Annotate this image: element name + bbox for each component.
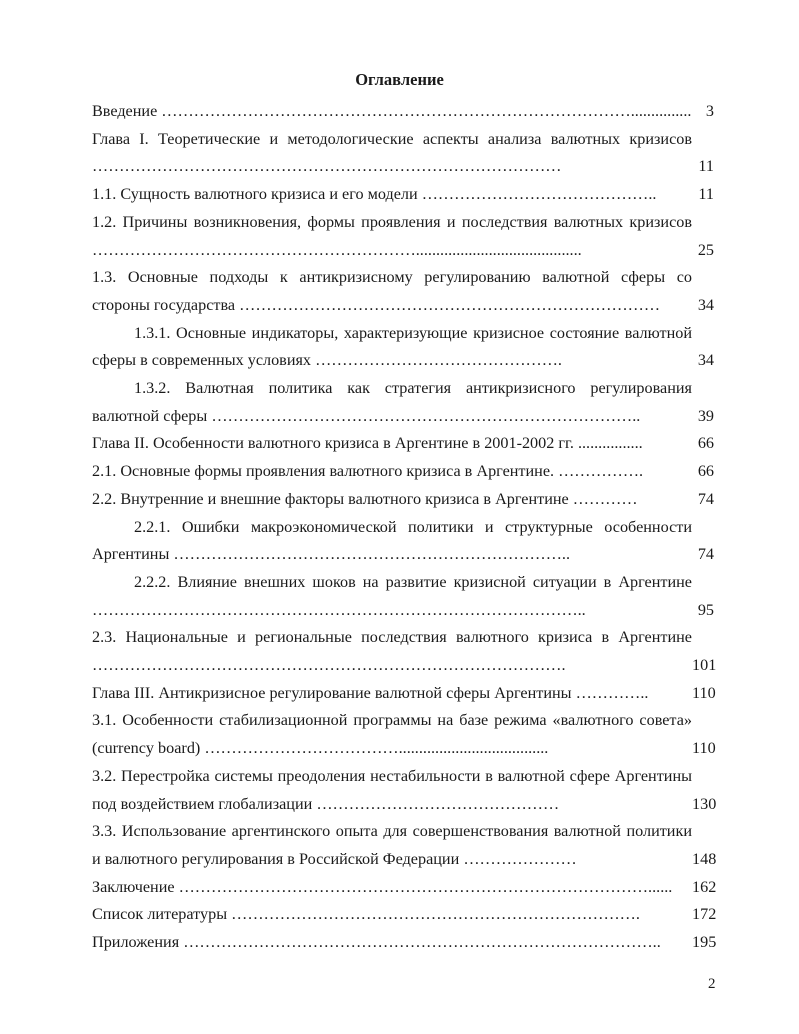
toc-leader-dots: ……………………………………………………………………………. [92,656,566,675]
toc-entry-title: Глава I. Теоретические и методологические аспекты анализа валютных кризисов [92,129,692,148]
toc-entry-page: 34 [697,351,714,370]
toc-entry-page: 11 [698,185,714,204]
toc-entry-page: 66 [697,462,714,481]
toc-entry-body [92,818,692,873]
toc-entry-page: 74 [697,489,714,508]
toc-entry-title: 2.1. Основные формы проявления валютного кризиса в Аргентине. [92,462,555,481]
toc-entry-title: 1.3.1. Основные индикаторы, характеризующие кризисное состояние валютной сферы в современных условиях [92,323,692,370]
toc-entry-body [92,430,692,458]
toc-leader-dots: ……………………………………………………......................................... [92,240,582,259]
toc-entry[interactable] [92,624,717,679]
toc-entry-title: Заключение [92,877,175,896]
toc-entry[interactable] [92,929,717,957]
toc-entry-body [92,763,692,818]
toc-entry[interactable] [92,569,714,624]
toc-entry-page: 172 [692,905,717,924]
toc-leader-dots: …………………………………………………………………… [239,295,660,314]
toc-entry-body [92,209,692,264]
toc-entry[interactable] [92,874,717,902]
toc-entry-body [92,375,692,430]
toc-entry-page: 130 [692,794,717,813]
toc-entry[interactable] [92,763,717,818]
toc-entry-body [92,126,692,181]
toc-leader-dots: …………………………………………………………………. [231,905,640,924]
toc-entry[interactable] [92,264,714,319]
toc-entry-title: 3.1. Особенности стабилизационной программы на базе режима «валютного совета» (currency board) [92,711,692,758]
toc-entry-page: 34 [697,295,714,314]
toc-entry-title: 1.3.2. Валютная политика как стратегия антикризисного регулирования валютной сферы [92,379,692,425]
toc-entry[interactable] [92,818,717,873]
toc-entry-title: 2.2.2. Влияние внешних шоков на развитие кризисной ситуации в Аргентине [134,572,692,591]
toc-entry-page: 195 [692,933,717,952]
toc-leader-dots: ……………………………………………………………….. [173,545,570,564]
toc-leader-dots: ………………… [463,849,577,868]
toc-entry-body [92,901,692,929]
toc-entry-title: Глава III. Антикризисное регулирование валютной сферы Аргентины [92,683,572,702]
toc-leader-dots: ………….. [575,683,649,702]
toc-entry-page: 11 [698,157,714,176]
toc-title: Оглавление [355,70,444,89]
toc-entry-body [92,181,692,209]
toc-entry-body [92,486,692,514]
toc-entry[interactable] [92,98,714,126]
toc-entry-body [92,707,692,762]
toc-entry[interactable] [92,430,714,458]
toc-entry-page: 95 [697,600,714,619]
toc-entry-page: 101 [692,656,717,675]
toc-entry-body [92,929,692,957]
toc-entry[interactable] [92,209,714,264]
toc-entry-page: 74 [697,545,714,564]
toc-entry-body [92,320,692,375]
toc-entry[interactable] [92,680,714,708]
toc-entry-title: Введение [92,102,158,120]
toc-entry-title: 2.3. Национальные и региональные последствия валютного кризиса в Аргентине [92,628,692,647]
toc-entry-body [92,98,692,126]
toc-entry-body [92,458,692,486]
toc-entry[interactable] [92,514,714,569]
toc-entry[interactable] [92,486,714,514]
toc-entry-body [92,264,692,319]
toc-entry-page: 66 [697,434,714,453]
toc-entry-body [92,514,692,569]
toc-entry[interactable] [92,707,714,762]
toc-leader-dots: ……………. [558,462,644,481]
toc-entry-page: 39 [697,406,714,425]
toc-leader-dots: ………… [572,489,638,508]
toc-entry-page: 162 [692,877,717,896]
toc-entry[interactable] [92,458,714,486]
toc-leader-dots: ……………………………………… [316,794,560,813]
toc-entry-title: 1.2. Причины возникновения, формы проявления и последствия валютных кризисов [92,212,692,231]
toc-entry-page: 110 [692,739,716,758]
page-number: 2 [708,976,716,992]
toc-entry[interactable] [92,320,714,375]
toc-entry-title: 2.2.1. Ошибки макроэкономической политики и структурные особенности Аргентины [92,517,692,564]
toc-leader-dots: ................ [577,434,643,453]
toc-entry-title: 3.2. Перестройка системы преодоления нестабильности в валютной сфере Аргентины под воздействием глобализации [92,766,692,813]
toc-leader-dots: …………………………………………………………………………… [92,157,562,176]
toc-entry-title: Приложения [92,933,180,952]
toc-entry[interactable] [92,126,714,181]
toc-entry-page: 25 [697,240,714,259]
toc-entry-title: 3.3. Использование аргентинского опыта для совершенствования валютной политики и валютного регулирования в Российской Федерации [92,822,692,868]
toc-entry[interactable] [92,181,714,209]
toc-entry-page: 3 [705,102,714,120]
toc-leader-dots: …………………………………………………………………….. [211,406,641,425]
toc-entry-title: 2.2. Внутренние и внешние факторы валютного кризиса в Аргентине [92,489,569,508]
toc-entry-body [92,680,692,708]
toc-entry-body [92,569,692,624]
toc-entry-body [92,874,692,902]
toc-entry-body [92,624,692,679]
toc-entry-page: 148 [692,849,717,868]
toc-leader-dots: …………………………………………………………………………….. [183,933,661,952]
table-of-contents [92,98,717,957]
toc-leader-dots: ……………………………………………………………………………............... [161,102,692,120]
toc-leader-dots: ………………………………………. [315,351,562,370]
toc-leader-dots: ……………………………………………………………………………….. [92,600,586,619]
toc-entry[interactable] [92,375,714,430]
toc-entry-title: 1.1. Сущность валютного кризиса и его модели [92,185,418,204]
toc-entry-title: 1.3. Основные подходы к антикризисному регулированию валютной сферы со стороны государства [92,268,692,314]
toc-entry[interactable] [92,901,717,929]
toc-leader-dots: ……………………………………………………………………………...... [178,877,673,896]
toc-entry-page: 110 [692,683,716,702]
toc-leader-dots: …………………………………….. [421,185,657,204]
toc-entry-title: Список литературы [92,905,228,924]
toc-entry-title: Глава II. Особенности валютного кризиса в Аргентине в 2001-2002 гг. [92,434,574,453]
toc-leader-dots: ………………………………..................................... [204,739,549,758]
